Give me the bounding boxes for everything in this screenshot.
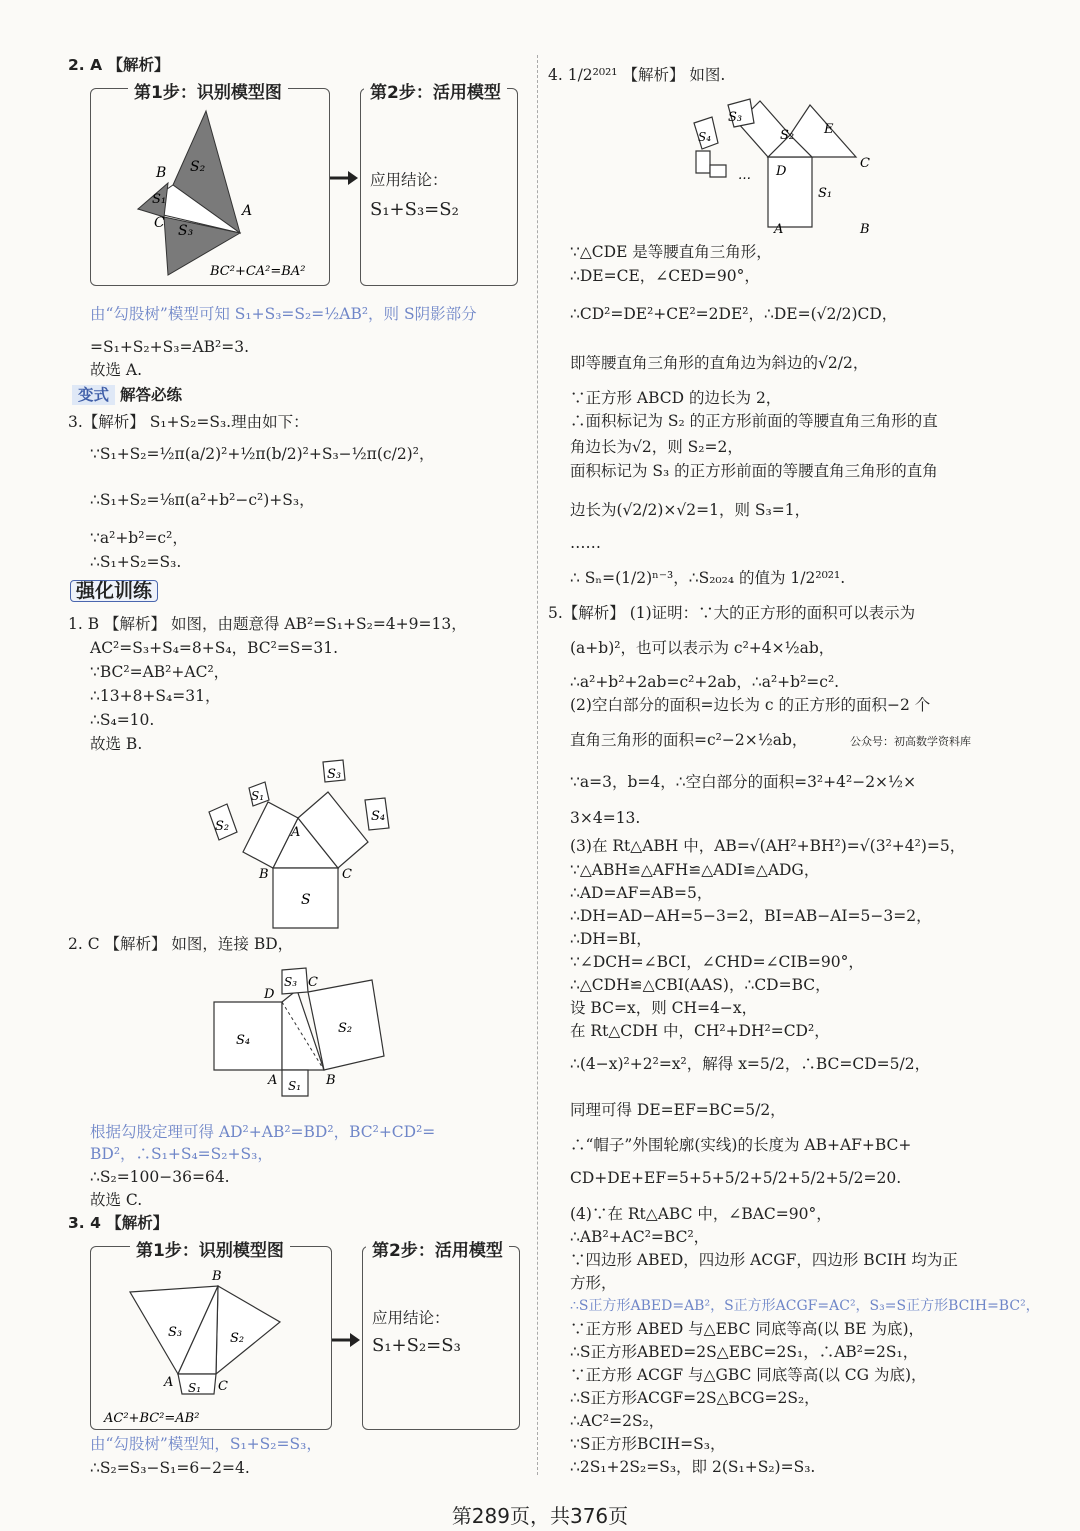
q4-line1: ∵△CDE 是等腰直角三角形， (570, 243, 772, 261)
label-s3: S₃ (168, 1325, 183, 1340)
step1-title: 第1步：识别模型图 (128, 78, 288, 103)
label-a: A (164, 1375, 174, 1390)
column-divider (537, 55, 538, 1475)
label-s2: S₂ (215, 819, 230, 834)
q4-line2: ∴DE=CE，∠CED=90°， (570, 267, 760, 285)
q5-line12: ∴DH=BI， (570, 930, 652, 948)
label-s2: S₂ (338, 1021, 353, 1036)
q4-line8: 面积标记为 S₃ 的正方形前面的等腰直角三角形的直角 (570, 462, 938, 480)
t1-line4: ∴13+8+S₄=31， (90, 687, 221, 705)
q5-line26: ∵正方形 ABED 与△EBC 同底等高(以 BE 为底)， (570, 1320, 925, 1338)
q4-line4: 即等腰直角三角形的直角边为斜边的√2/2， (570, 354, 869, 372)
label-s1: S₁ (818, 186, 833, 201)
q5-line22: ∴AB²+AC²=BC²， (570, 1228, 710, 1246)
t1-line3: ∵BC²=AB²+AC²， (90, 663, 230, 681)
variant-text: 解答必练 (119, 386, 182, 404)
t2-line1: 2. C 【解析】 如图，连接 BD， (68, 935, 294, 953)
q5-line32: ∴2S₁+2S₂=S₃，即 2(S₁+S₂)=S₃. (570, 1458, 816, 1476)
q2a-line1: 由“勾股树”模型可知 S₁+S₃=S₂=½AB²，则 S阴影部分 (90, 305, 477, 323)
strengthen-title: 强化训练 (70, 580, 158, 602)
t1-line5: ∴S₄=10. (90, 711, 155, 729)
strengthen-header (70, 580, 158, 602)
q4-head: 4. 1/2²⁰²¹ 【解析】 如图. (548, 66, 726, 84)
label-s2: S₂ (230, 1331, 245, 1346)
q5-line28: ∵正方形 ACGF 与△GBC 同底等高(以 CG 为底)， (570, 1366, 927, 1384)
q5-line17: ∴(4−x)²+2²=x²，解得 x=5/2，∴BC=CD=5/2， (570, 1055, 931, 1073)
label-a: A (291, 825, 301, 840)
q3-line5: ∴S₁+S₂=S₃. (90, 553, 182, 571)
label-c: C (308, 975, 318, 990)
label-d: D (264, 987, 275, 1002)
label-s3: S₃ (327, 767, 342, 782)
label-c: C (218, 1379, 228, 1394)
label-b: B (259, 867, 269, 882)
label-eq: BC²+CA²=BA² (210, 264, 306, 279)
q4-line9: 边长为(√2/2)×√2=1，则 S₃=1， (570, 501, 811, 519)
q5-line9: ∵△ABH≌△AFH≌△ADI≌△ADG， (570, 861, 820, 879)
label-s2: S₂ (190, 159, 206, 175)
q5-line20: CD+DE+EF=5+5+5/2+5/2+5/2+5/2=20. (570, 1169, 902, 1187)
page-footer: 第289页，共376页 (451, 1504, 629, 1528)
t3-head: 3. 4 【解析】 (68, 1214, 169, 1232)
q4-line10: …… (570, 534, 601, 552)
q4-line6: ∴面积标记为 S₂ 的正方形前面的等腰直角三角形的直 (570, 412, 938, 430)
q2a-line2: =S₁+S₂+S₃=AB²=3. (90, 338, 250, 356)
q4-line3: ∴CD²=DE²+CE²=2DE²，∴DE=(√2/2)CD， (570, 305, 898, 323)
variant-tag: 变式 (72, 385, 115, 405)
label-b: B (212, 1269, 222, 1284)
t1-line2: AC²=S₃+S₄=8+S₄，BC²=S=31. (90, 639, 339, 657)
pythagoras-tree-figure-3 (104, 1262, 328, 1427)
t1-line6: 故选 B. (90, 735, 143, 753)
q5-line30: ∴AC²=2S₂， (570, 1412, 665, 1430)
label-s4: S₄ (236, 1033, 251, 1048)
label-a: A (268, 1073, 278, 1088)
arrow-icon (330, 168, 360, 188)
label-c: C (860, 156, 870, 171)
label-s2: S₂ (780, 128, 795, 143)
label-b: B (156, 165, 167, 181)
label-s1: S₁ (188, 1381, 202, 1395)
t3-line1: 由“勾股树”模型知，S₁+S₂=S₃， (90, 1435, 322, 1453)
q5-line19: ∴“帽子”外围轮廓(实线)的长度为 AB+AF+BC+ (570, 1136, 912, 1154)
q5-line3: ∴a²+b²+2ab=c²+2ab，∴a²+b²=c². (570, 673, 840, 691)
q5-line11: ∴DH=AD−AH=5−3=2，BI=AB−AI=5−3=2， (570, 907, 932, 925)
label-s4: S₄ (371, 809, 386, 824)
step2-title: 第2步：活用模型 (364, 78, 507, 103)
t1-line1: 1. B 【解析】 如图，由题意得 AB²=S₁+S₂=4+9=13， (68, 615, 467, 633)
apply-result-1: S₁+S₃=S₂ (370, 199, 459, 220)
t2-line5: 故选 C. (90, 1191, 143, 1209)
label-s1: S₁ (288, 1079, 302, 1093)
label-a: A (774, 222, 784, 237)
q5-line7: 3×4=13. (570, 809, 641, 827)
label-c: C (154, 215, 165, 231)
q5-line2: (a+b)²，也可以表示为 c²+4×½ab， (570, 639, 835, 657)
q5-line29: ∴S正方形ACGF=2S△BCG=2S₂， (570, 1389, 820, 1407)
q5-line23: ∵四边形 ABED，四边形 ACGF，四边形 BCIH 均为正 (570, 1251, 958, 1269)
q5-line15: 设 BC=x，则 CH=4−x， (570, 999, 758, 1017)
label-a: A (242, 203, 253, 219)
q5-line24: 方形， (570, 1274, 617, 1292)
t2-line4: ∴S₂=100−36=64. (90, 1168, 230, 1186)
q5-line18: 同理可得 DE=EF=BC=5/2， (570, 1101, 786, 1119)
t2-line3: BD²，∴S₁+S₄=S₂+S₃， (90, 1145, 273, 1163)
t3-line2: ∴S₂=S₃−S₁=6−2=4. (90, 1459, 250, 1477)
q3-line1: 3.【解析】 S₁+S₂=S₃.理由如下： (68, 413, 309, 431)
pythagoras-tree-figure-2 (203, 758, 413, 928)
label-s1: S₁ (152, 192, 167, 207)
label-b: B (326, 1073, 336, 1088)
q5-line27: ∴S正方形ABED=2S△EBC=2S₁，∴AB²=2S₁， (570, 1343, 919, 1361)
q5-line8: (3)在 Rt△ABH 中，AB=√(AH²+BH²)=√(3²+4²)=5， (570, 837, 966, 855)
apply-label: 应用结论： (370, 171, 448, 189)
apply-label-2: 应用结论： (372, 1309, 450, 1327)
q5-line31: ∵S正方形BCIH=S₃， (570, 1435, 726, 1453)
q4-line5: ∵正方形 ABCD 的边长为 2， (570, 389, 782, 407)
q5-line14: ∴△CDH≌△CBI(AAS)，∴CD=BC， (570, 976, 831, 994)
q3-line2: ∵S₁+S₂=½π(a/2)²+½π(b/2)²+S₃−½π(c/2)²， (90, 445, 435, 463)
quadrilateral-squares-figure (212, 960, 392, 1110)
q5-line25: ∴S正方形ABED=AB²，S正方形ACGF=AC²，S₃=S正方形BCIH=BC²， (570, 1298, 1040, 1314)
q3-line4: ∵a²+b²=c²， (90, 529, 188, 547)
step1-title-2: 第1步：识别模型图 (130, 1236, 290, 1261)
q5-line5: 直角三角形的面积=c²−2×½ab， (570, 731, 808, 749)
q5-watermark: 公众号：初高数学资料库 (850, 735, 971, 748)
q5-line21: (4)∵在 Rt△ABC 中，∠BAC=90°， (570, 1205, 832, 1223)
q5-line6: ∵a=3，b=4，∴空白部分的面积=3²+4²−2×½× (570, 773, 917, 791)
label-s4: S₄ (698, 130, 712, 144)
q5-line13: ∵∠DCH=∠BCI，∠CHD=∠CIB=90°， (570, 953, 864, 971)
q5-line1: 5.【解析】 (1)证明：∵大的正方形的面积可以表示为 (548, 604, 916, 622)
q3-line3: ∴S₁+S₂=⅛π(a²+b²−c²)+S₃， (90, 491, 315, 509)
q5-line4: (2)空白部分的面积=边长为 c 的正方形的面积−2 个 (570, 696, 931, 714)
label-c: C (342, 867, 352, 882)
isosceles-squares-figure (688, 95, 888, 235)
t2-line2: 根据勾股定理可得 AD²+AB²=BD²，BC²+CD²= (90, 1123, 436, 1141)
q5-line16: 在 Rt△CDH 中，CH²+DH²=CD²， (570, 1022, 830, 1040)
q2a-line3: 故选 A. (90, 361, 143, 379)
q4-line11: ∴ Sₙ=(1/2)ⁿ⁻³，∴S₂₀₂₄ 的值为 1/2²⁰²¹. (570, 569, 846, 587)
label-b: B (860, 222, 870, 237)
pythagoras-tree-figure-1 (128, 105, 328, 283)
q4-line7: 角边长为√2，则 S₂=2， (570, 438, 743, 456)
apply-result-2: S₁+S₂=S₃ (372, 1335, 461, 1356)
label-s1: S₁ (251, 789, 265, 803)
label-s3: S₃ (178, 223, 194, 239)
label-s3: S₃ (284, 975, 298, 989)
variant-header (72, 385, 182, 405)
label-e: E (824, 122, 834, 137)
label-dots: … (738, 168, 751, 183)
label-s3: S₃ (728, 110, 743, 125)
label-s: S (301, 892, 311, 908)
step2-title-2: 第2步：活用模型 (366, 1236, 509, 1261)
q2a-head: 2. A 【解析】 (68, 56, 170, 74)
label-eq: AC²+BC²=AB² (104, 1411, 200, 1426)
arrow-icon-2 (332, 1330, 362, 1350)
label-d: D (776, 164, 787, 179)
q5-line10: ∴AD=AF=AB=5， (570, 884, 713, 902)
